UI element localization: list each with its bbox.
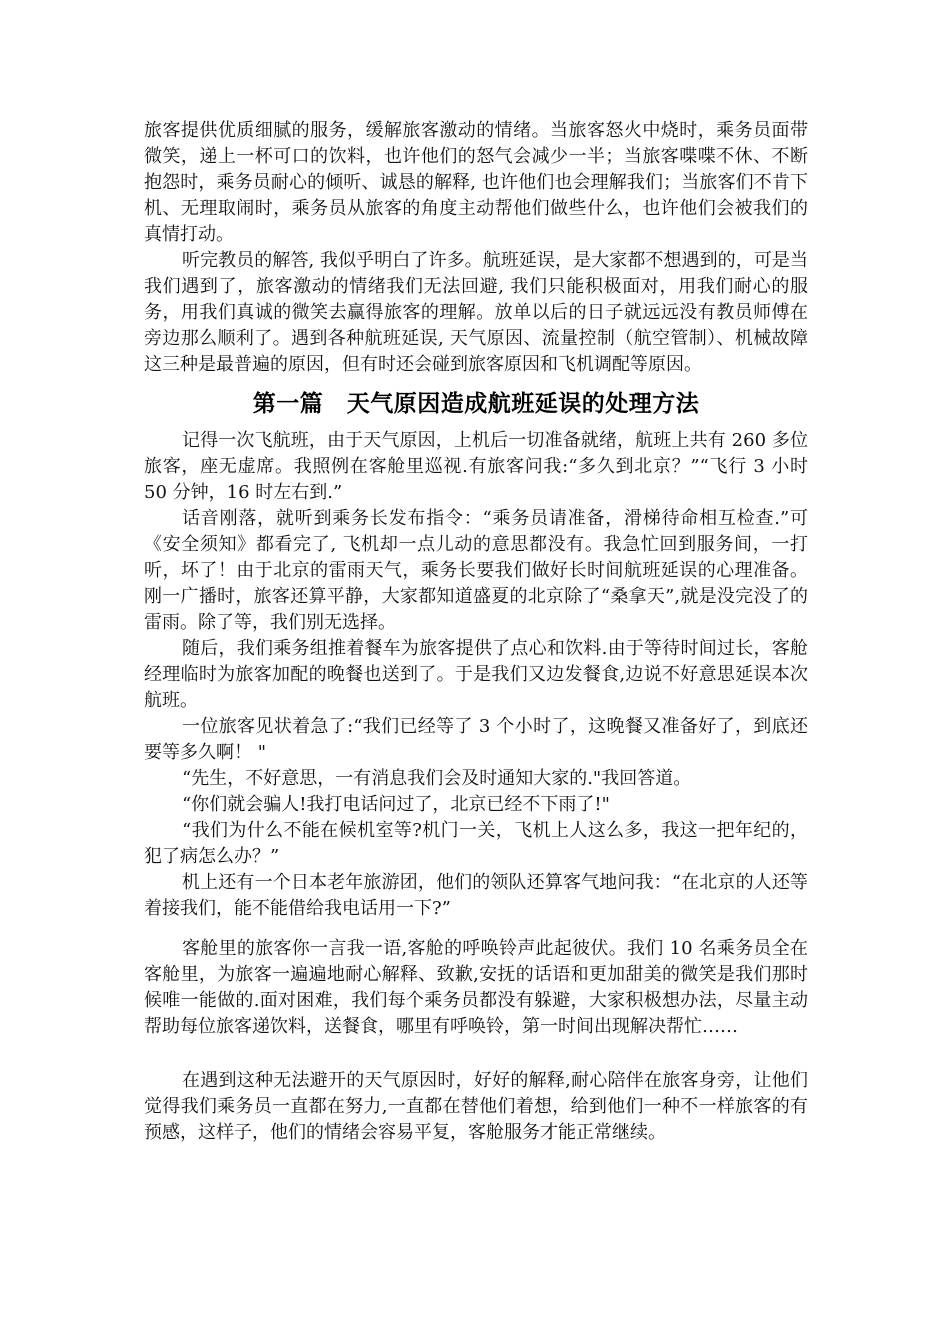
paragraph-conclusion: 在遇到这种无法避开的天气原因时，好好的解释,耐心陪伴在旅客身旁，让他们觉得我们乘务员一直都在努力,一直都在替他们着想，给到他们一种不一样旅客的有预感，这样子，他们的情绪会容易平复，客舱服务才能正常继续。 — [144, 1070, 808, 1143]
paragraph-accusation: “你们就会骗人!我打电话问过了，北京已经不下雨了!" — [182, 794, 610, 815]
paragraph-passenger-complaint: 一位旅客见状着急了:“我们已经等了 3 个小时了，这晚餐又准备好了，到底还要等多久啊！ " — [144, 716, 808, 763]
paragraph-meal-service: 随后，我们乘务组推着餐车为旅客提供了点心和饮料.由于等待时间过长，客舱经理临时为旅客加配的晚餐也送到了。于是我们又边发餐食,边说不好意思延误本次航班。 — [144, 638, 808, 711]
section-heading: 第一篇 天气原因造成航班延误的处理方法 — [252, 391, 700, 417]
paragraph-elderly-question: “我们为什么不能在候机室等?机门一关，飞机上人这么多，我这一把年纪的，犯了病怎么办？” — [144, 820, 808, 867]
paragraph-continued: 旅客提供优质细腻的服务，缓解旅客激动的情绪。当旅客怒火中烧时，乘务员面带微笑，递上一杯可口的饮料，也许他们的怒气会减少一半；当旅客喋喋不休、不断抱怨时，乘务员耐心的倾听、诚恳的解释, 也许他们也会理解我们；当旅客们不肯下机、无理取闹时，乘务员从旅客的角度主动帮他们做些什么，也许他们会被我们的真情打动。 — [144, 120, 808, 245]
paragraph-instructor-answer: 听完教员的解答, 我似乎明白了许多。航班延误，是大家都不想遇到的，可是当我们遇到了，旅客激动的情绪我们无法回避, 我们只能积极面对，用我们耐心的服务，用我们真诚的微笑去赢得旅客的理解。放单以后的日子就远远没有教员师傅在旁边那么顺利了。遇到各种航班延误, 天气原因、流量控制（航空管制）、机械故障这三种是最普遍的原因，但有时还会碰到旅客原因和飞机调配等原因。 — [144, 250, 808, 375]
paragraph-reply: “先生，不好意思，一有消息我们会及时通知大家的."我回答道。 — [182, 768, 692, 789]
paragraph-tour-leader: 机上还有一个日本老年旅游团，他们的领队还算客气地问我：“在北京的人还等着接我们，能不能借给我电话用一下?” — [144, 872, 808, 919]
paragraph-purser-command: 话音刚落，就听到乘务长发布指令：“乘务员请准备，滑梯待命相互检查.”可《安全须知》都看完了, 飞机却一点儿动的意思都没有。我急忙回到服务间，一打听，坏了！由于北京的雷雨天气，乘务长要我们做好长时间航班延误的心理准备。刚一广播时，旅客还算平静，大家都知道盛夏的北京除了“桑拿天”,就是没完没了的雷雨。除了等，我们别无选择。 — [144, 508, 808, 633]
document-page — [144, 118, 808, 1146]
paragraph-flight-memory: 记得一次飞航班，由于天气原因，上机后一切准备就绪，航班上共有 260 多位旅客，座无虚席。我照例在客舱里巡视.有旅客问我:“多久到北京？”“飞行 3 小时 50 分钟，16 时左右到.” — [144, 430, 808, 503]
paragraph-cabin-chaos: 客舱里的旅客你一言我一语,客舱的呼唤铃声此起彼伏。我们 10 名乘务员全在客舱里，为旅客一遍遍地耐心解释、致歉,安抚的话语和更加甜美的微笑是我们那时候唯一能做的.面对困难，我们每个乘务员都没有躲避，大家积极想办法，尽量主动帮助每位旅客递饮料，送餐食，哪里有呼唤铃，第一时间出现解决帮忙…… — [144, 938, 808, 1037]
